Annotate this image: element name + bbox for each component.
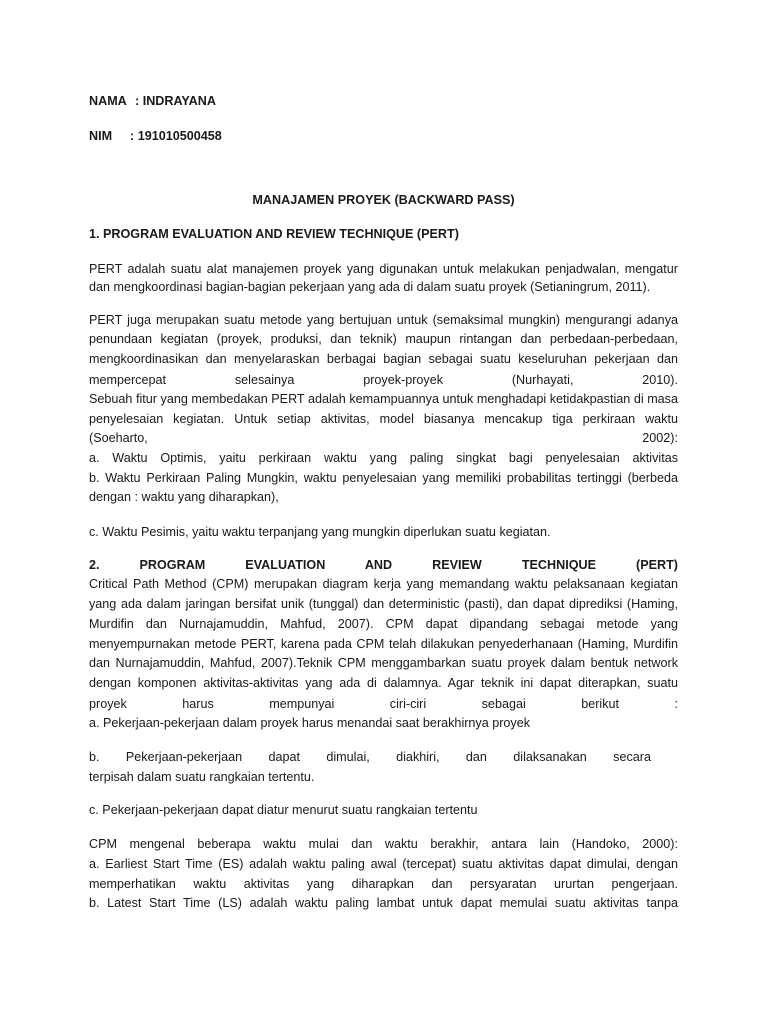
paragraph-line: dan Nurnajamuddin, Mahfud, 2007).Teknik CPM menggambarkan suatu proyek dalam bentuk network	[89, 656, 678, 670]
nim-value: : 191010500458	[130, 129, 222, 143]
paragraph-line: dan mengkoordinasi bagian-bagian pekerjaan yang ada di dalam suatu proyek (Setianingrum, 2011).	[89, 280, 651, 294]
paragraph-line: Sebuah fitur yang membedakan PERT adalah kemampuannya untuk menghadapi ketidakpastian di masa	[89, 392, 678, 406]
paragraph-line: c. Waktu Pesimis, yaitu waktu terpanjang yang mungkin diperlukan suatu kegiatan.	[89, 525, 551, 539]
paragraph-line: b. Waktu Perkiraan Paling Mungkin, waktu penyelesaian yang memiliki probabilitas tertinggi (berbeda	[89, 471, 678, 485]
paragraph-line: PERT adalah suatu alat manajemen proyek yang digunakan untuk melakukan penjadwalan, mengatur	[89, 262, 678, 276]
paragraph-line: terpisah dalam suatu rangkaian tertentu.	[89, 770, 315, 784]
nama-label: NAMA	[89, 94, 127, 108]
paragraph-line: Critical Path Method (CPM) merupakan diagram kerja yang memandang waktu pelaksanaan kegiatan	[89, 577, 678, 591]
paragraph-line: PERT juga merupakan suatu metode yang bertujuan untuk (semaksimal mungkin) mengurangi adanya	[89, 313, 678, 327]
paragraph-line: b. Pekerjaan-pekerjaan dapat dimulai, diakhiri, dan dilaksanakan secara	[89, 750, 651, 764]
paragraph-line: a. Pekerjaan-pekerjaan dalam proyek harus menandai saat berakhirnya proyek	[89, 716, 531, 730]
paragraph-line: b. Latest Start Time (LS) adalah waktu paling lambat untuk dapat memulai suatu aktivitas tanpa	[89, 896, 678, 910]
paragraph-line: c. Pekerjaan-pekerjaan dapat diatur menurut suatu rangkaian tertentu	[89, 803, 478, 817]
paragraph-line: yang ada dalam jaringan bersifat unik (tunggal) dan deterministic (pasti), dan dapat diprediksi (Haming,	[89, 597, 678, 611]
paragraph-line: proyek harus mempunyai ciri-ciri sebagai berikut :	[89, 697, 678, 711]
paragraph-line: (Soeharto, 2002):	[89, 431, 678, 445]
section-heading-1: 1. PROGRAM EVALUATION AND REVIEW TECHNIQUE (PERT)	[89, 227, 459, 241]
paragraph-line: mengkoordinasikan dan menyelaraskan berbagai bagian sebagai suatu keseluruhan pekerjaan dan	[89, 352, 678, 366]
paragraph-line: menyempurnakan metode PERT, karena pada CPM telah dilakukan penyederhanaan (Haming, Murdifin	[89, 637, 678, 651]
nim-label: NIM	[89, 129, 113, 143]
paragraph-line: dengan komponen aktivitas-aktivitas yang ada di dalamnya. Agar teknik ini dapat diterapkan, suatu	[89, 676, 678, 690]
paragraph-line: a. Waktu Optimis, yaitu perkiraan waktu yang paling singkat bagi penyelesaian aktivitas	[89, 451, 678, 465]
paragraph-line: memperhatikan waktu aktivitas yang diharapkan dan persyaratan ururtan pengerjaan.	[89, 877, 678, 891]
section-heading-2: 2. PROGRAM EVALUATION AND REVIEW TECHNIQUE (PERT)	[89, 558, 678, 572]
paragraph-line: dengan : waktu yang diharapkan),	[89, 490, 279, 504]
paragraph-line: a. Earliest Start Time (ES) adalah waktu paling awal (tercepat) suatu aktivitas dapat dimulai, dengan	[89, 857, 678, 871]
nama-line	[89, 94, 678, 109]
paragraph-line: CPM mengenal beberapa waktu mulai dan waktu berakhir, antara lain (Handoko, 2000):	[89, 837, 678, 851]
document-title: MANAJAMEN PROYEK (BACKWARD PASS)	[252, 193, 515, 207]
paragraph-line: mempercepat selesainya proyek-proyek (Nurhayati, 2010).	[89, 373, 678, 387]
paragraph-line: penundaan kegiatan (proyek, produksi, dan teknik) maupun rintangan dan perbedaan-perbedaan,	[89, 332, 678, 346]
paragraph-line: Murdifin dan Nurnajamuddin, Mahfud, 2007). CPM dapat dipandang sebagai metode yang	[89, 617, 678, 631]
nama-value: : INDRAYANA	[135, 94, 216, 108]
paragraph-line: penyelesaian kegiatan. Untuk setiap aktivitas, model biasanya mencakup tiga perkiraan waktu	[89, 412, 678, 426]
nim-line	[89, 129, 678, 144]
